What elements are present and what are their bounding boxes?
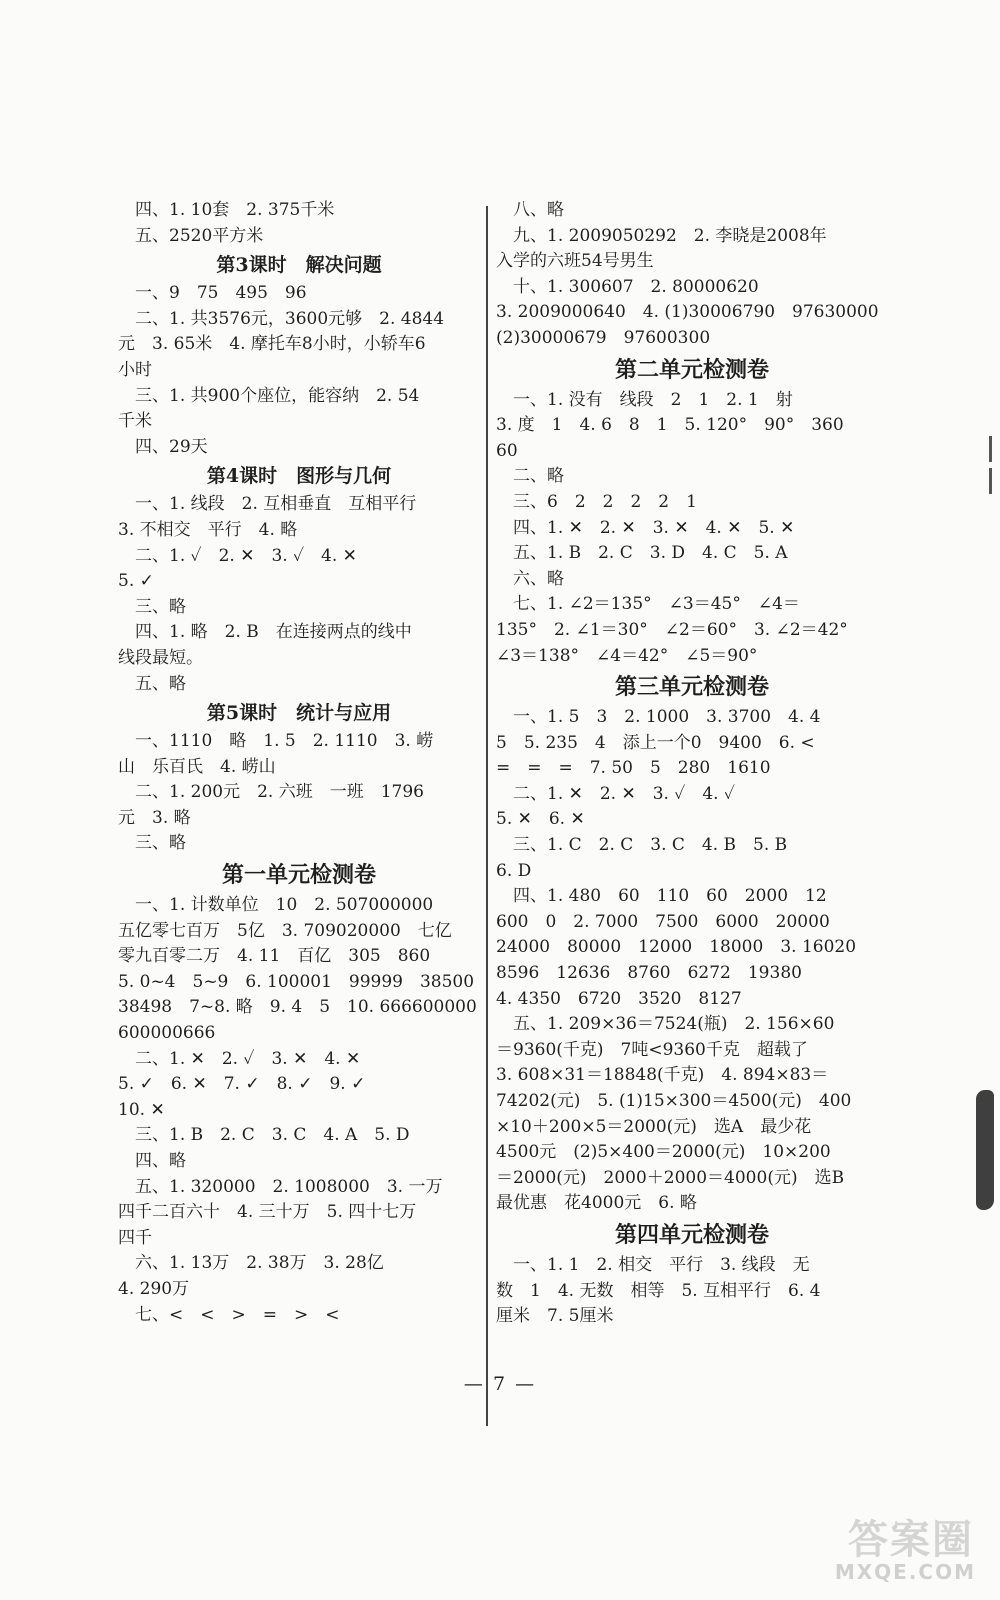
answer-line: 24000 80000 12000 18000 3. 16020 [496, 937, 857, 958]
answer-line: 二、1. 200元 2. 六班 一班 1796 [135, 782, 424, 803]
answer-line: 三、略 [135, 833, 186, 854]
lesson-heading: 第3课时 解决问题 [216, 254, 382, 277]
watermark-url: MXQE.COM [834, 1560, 976, 1584]
answer-line: 五、1. 209×36＝7524(瓶) 2. 156×60 [513, 1014, 835, 1035]
answer-line: 山 乐百氏 4. 崂山 [118, 756, 276, 777]
answer-line: 三、6 2 2 2 2 1 [513, 491, 697, 512]
answer-line: 五、1. 320000 2. 1008000 3. 一万 [135, 1176, 443, 1197]
answer-line: 38498 7~8. 略 9. 4 5 10. 666600000 [118, 997, 477, 1018]
answer-line: 五、2520平方米 [135, 225, 264, 246]
margin-marks [986, 430, 994, 510]
answer-line: 四千 [118, 1227, 152, 1248]
answer-line: 一、9 75 495 96 [135, 283, 307, 304]
answer-line: 四千二百六十 4. 三十万 5. 四十七万 [118, 1202, 417, 1223]
left-column [118, 198, 480, 1328]
lesson-heading: 第5课时 统计与应用 [206, 702, 392, 725]
answer-line: 5 5. 235 4 添上一个0 9400 6. < [496, 732, 815, 753]
answer-line: 千米 [118, 411, 152, 432]
answer-line: 二、1. 共3576元，3600元够 2. 4844 [135, 308, 445, 329]
answer-line: 5. ✕ 6. ✕ [496, 809, 585, 830]
answer-line: 二、1. ✓ 2. ✕ 3. ✓ 4. ✕ [135, 545, 357, 566]
answer-line: = = = 7. 50 5 280 1610 [496, 758, 771, 779]
answer-line: 三、1. C 2. C 3. C 4. B 5. B [513, 835, 788, 856]
answer-line: 零九百零二万 4. 11 百亿 305 860 [118, 946, 431, 967]
answer-line: 最优惠 花4000元 6. 略 [496, 1193, 697, 1214]
answer-line: 十、1. 300607 2. 80000620 [513, 276, 759, 297]
answer-line: ＝9360(千克) 7吨<9360千克 超载了 [496, 1039, 808, 1060]
answer-line: 四、1. 10套 2. 375千米 [135, 200, 335, 220]
answer-line: 六、略 [513, 568, 564, 589]
right-column [496, 198, 888, 1330]
answer-line: 二、1. ✕ 2. ✓ 3. ✕ 4. ✕ [135, 1048, 361, 1069]
answer-line: 小时 [118, 359, 152, 380]
answer-line: 七、1. ∠2＝135° ∠3＝45° ∠4＝ [513, 594, 800, 615]
answer-line: 五亿零七百万 5亿 3. 709020000 七亿 [118, 920, 452, 941]
answer-line: 二、1. ✕ 2. ✕ 3. ✓ 4. ✓ [513, 783, 735, 804]
unit-heading: 第二单元检测卷 [614, 356, 769, 383]
answer-line: 3. 不相交 平行 4. 略 [118, 519, 298, 540]
answer-line: 一、1. 5 3 2. 1000 3. 3700 4. 4 [513, 707, 821, 728]
answer-line: 3. 608×31＝18848(千克) 4. 894×83＝ [496, 1065, 829, 1086]
answer-line: 元 3. 略 [118, 807, 191, 828]
answer-line: 三、略 [135, 596, 186, 617]
answer-line: 一、1. 线段 2. 互相垂直 互相平行 [135, 494, 417, 515]
answer-line: 5. 0~4 5~9 6. 100001 99999 38500 [118, 971, 475, 992]
answer-line: 10. ✕ [118, 1099, 165, 1120]
answer-line: 三、1. B 2. C 3. C 4. A 5. D [135, 1125, 410, 1146]
lesson-heading: 第4课时 图形与几何 [206, 465, 392, 488]
answer-line: 六、1. 13万 2. 38万 3. 28亿 [135, 1253, 384, 1274]
answer-line: 厘米 7. 5厘米 [496, 1306, 614, 1327]
answer-line: 数 1 4. 无数 相等 5. 互相平行 6. 4 [496, 1280, 821, 1301]
answer-line: 74202(元) 5. (1)15×300＝4500(元) 400 [496, 1091, 852, 1111]
answer-line: 一、1. 1 2. 相交 平行 3. 线段 无 [513, 1254, 810, 1275]
answer-line: 60 [496, 440, 518, 461]
watermark-text: 答案圈 [848, 1517, 974, 1563]
column-divider [486, 206, 488, 1426]
answer-line: ＝2000(元) 2000＋2000＝4000(元) 选B [496, 1167, 845, 1188]
answer-line: 八、略 [513, 200, 564, 220]
unit-heading: 第三单元检测卷 [614, 674, 769, 701]
answer-line: ∠3＝138° ∠4＝42° ∠5＝90° [496, 645, 758, 666]
answer-line: 600 0 2. 7000 7500 6000 20000 [496, 911, 830, 932]
answer-line: 四、29天 [135, 436, 208, 457]
answer-line: 四、1. 略 2. B 在连接两点的线中 [135, 622, 412, 643]
answer-line: 3. 2009000640 4. (1)30006790 97630000 [496, 302, 879, 323]
answer-line: 七、< < > = > < [135, 1304, 340, 1325]
answer-line: 5. ✓ 6. ✕ 7. ✓ 8. ✓ 9. ✓ [118, 1074, 366, 1095]
watermark-logo [812, 1508, 982, 1584]
answer-line: 一、1110 略 1. 5 2. 1110 3. 崂 [135, 731, 434, 752]
scan-smudge [976, 1090, 994, 1210]
unit-heading: 第四单元检测卷 [614, 1221, 769, 1248]
answer-line: 线段最短。 [118, 647, 203, 668]
answer-line: ×10＋200×5＝2000(元) 选A 最少花 [496, 1116, 812, 1137]
answer-line: 4. 290万 [118, 1278, 190, 1299]
answer-line: 600000666 [118, 1023, 216, 1044]
unit-heading: 第一单元检测卷 [221, 862, 376, 889]
answer-line: 入学的六班54号男生 [496, 251, 654, 272]
answer-line: 四、1. ✕ 2. ✕ 3. ✕ 4. ✕ 5. ✕ [513, 517, 795, 538]
answer-line: 6. D [496, 860, 532, 881]
answer-line: 三、1. 共900个座位，能容纳 2. 54 [135, 385, 420, 406]
answer-line: 一、1. 没有 线段 2 1 2. 1 射 [513, 389, 793, 410]
answer-line: (2)30000679 97600300 [496, 327, 711, 348]
answer-line: 五、略 [135, 673, 186, 694]
answer-line: 四、1. 480 60 110 60 2000 12 [513, 886, 827, 907]
answer-line: 5. ✓ [118, 571, 154, 592]
answer-line: 一、1. 计数单位 10 2. 507000000 [135, 895, 434, 916]
answer-line: 二、略 [513, 466, 564, 487]
answer-line: 九、1. 2009050292 2. 李晓是2008年 [513, 225, 827, 246]
answer-line: 元 3. 65米 4. 摩托车8小时，小轿车6 [118, 334, 426, 355]
answer-line: 8596 12636 8760 6272 19380 [496, 963, 802, 984]
page-number: — 7 — [463, 1373, 537, 1395]
answer-line: 五、1. B 2. C 3. D 4. C 5. A [513, 543, 788, 564]
answer-line: 四、略 [135, 1151, 186, 1171]
answer-line: 3. 度 1 4. 6 8 1 5. 120° 90° 360 [496, 415, 844, 436]
answer-line: 4500元 (2)5×400＝2000(元) 10×200 [496, 1142, 831, 1163]
answer-line: 135° 2. ∠1＝30° ∠2＝60° 3. ∠2＝42° [496, 619, 848, 640]
answer-line: 4. 4350 6720 3520 8127 [496, 988, 742, 1009]
